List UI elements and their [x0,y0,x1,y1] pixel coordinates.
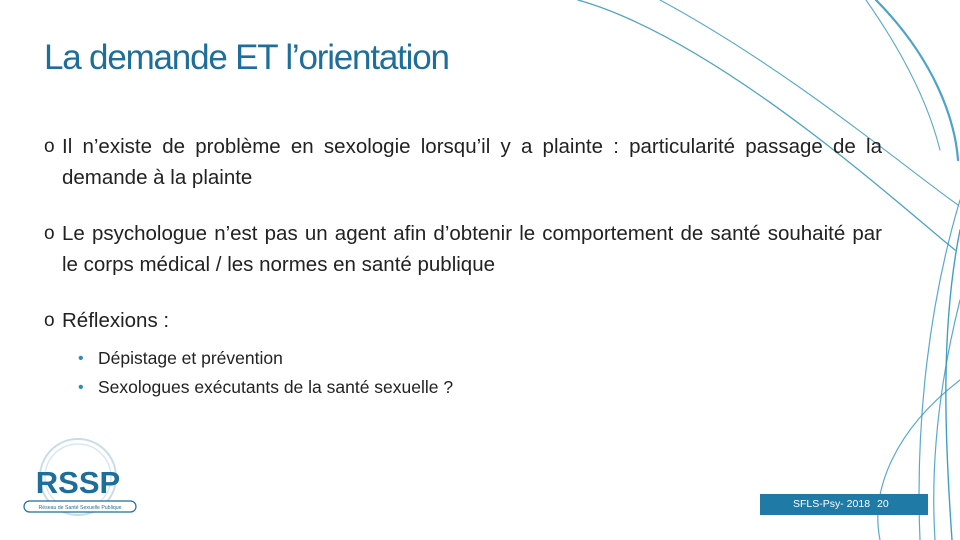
bullet-text: Réflexions : [62,309,170,332]
footer-bar [760,494,928,515]
rssp-logo-icon [22,435,138,519]
sub-bullet-text: Dépistage et prévention [98,348,283,368]
bullet-text: Le psychologue n’est pas un agent afin d’obtenir le comportement de santé souhaité par le corps médical / les normes en santé publique [62,222,882,276]
logo-tagline: Réseau de Santé Sexuelle Publique [38,505,122,511]
bullet-text: Il n’existe de problème en sexologie lorsqu’il y a plainte : particularité passage de la demande à la plainte [62,135,882,189]
sub-bullet-list [78,344,453,402]
bullet-item [44,131,882,193]
bullet-item [44,305,882,336]
slide-title: La demande ET l’orientation [44,38,449,77]
bullet-item [44,218,882,280]
sub-bullet-marker: • [78,350,84,367]
bullet-list [44,131,882,361]
footer-label: SFLS-Psy- 2018 [793,498,871,510]
bullet-marker: o [44,310,55,331]
bullet-marker: o [44,136,55,157]
sub-bullet-item [78,373,453,402]
sub-bullet-text: Sexologues exécutants de la santé sexuelle ? [98,377,454,397]
sub-bullet-marker: • [78,379,84,396]
slide-number: 20 [877,498,889,510]
bullet-marker: o [44,223,55,244]
sub-bullet-item [78,344,453,373]
logo-text: RSSP [35,465,121,500]
